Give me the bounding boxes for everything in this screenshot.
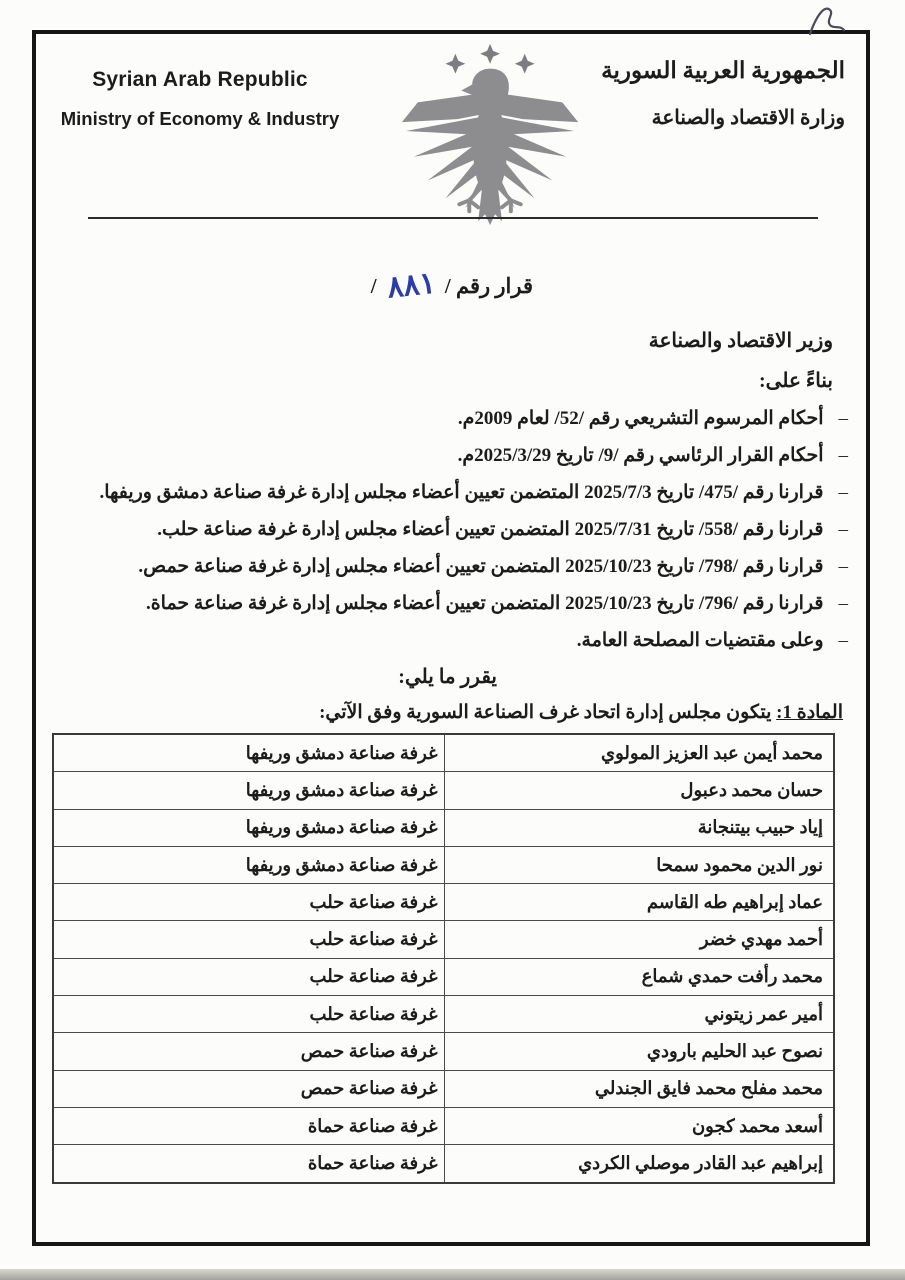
member-chamber-cell: غرفة صناعة دمشق وريفها xyxy=(53,809,444,846)
dash-bullet: – xyxy=(838,593,848,614)
member-chamber-cell: غرفة صناعة حمص xyxy=(53,1033,444,1070)
basis-item-text: قرارنا رقم /798/ تاريخ 2025/10/23 المتضمن تعيين أعضاء مجلس إدارة غرفة صناعة حمص. xyxy=(138,556,824,577)
table-row xyxy=(53,996,834,1033)
ministry-name-en: Ministry of Economy & Industry xyxy=(60,108,340,129)
decree-number-handwritten: ٨٨١ xyxy=(385,266,437,305)
table-row xyxy=(53,772,834,809)
member-chamber-cell: غرفة صناعة دمشق وريفها xyxy=(53,846,444,883)
basis-item xyxy=(58,400,848,437)
member-chamber-cell: غرفة صناعة حلب xyxy=(53,884,444,921)
pen-scribble-mark xyxy=(804,2,850,38)
table-row xyxy=(53,734,834,772)
table-row xyxy=(53,921,834,958)
article-1-label: المادة 1: xyxy=(776,702,843,723)
article-1-text: يتكون مجلس إدارة اتحاد غرف الصناعة السورية وفق الآتي: xyxy=(319,702,777,723)
dash-bullet: – xyxy=(838,556,848,577)
basis-item-text: قرارنا رقم /475/ تاريخ 2025/7/3 المتضمن تعيين أعضاء مجلس إدارة غرفة صناعة دمشق وريفها. xyxy=(99,482,824,503)
member-name-cell: محمد أيمن عبد العزيز المولوي xyxy=(444,734,834,772)
basis-item xyxy=(58,585,848,622)
member-name-cell: حسان محمد دعبول xyxy=(444,772,834,809)
dash-bullet: – xyxy=(838,482,848,503)
dash-bullet: – xyxy=(838,445,848,466)
member-name-cell: أمير عمر زيتوني xyxy=(444,996,834,1033)
table-row xyxy=(53,809,834,846)
header-separator-line xyxy=(88,217,818,219)
member-name-cell: إياد حبيب بيتنجانة xyxy=(444,809,834,846)
member-chamber-cell: غرفة صناعة حلب xyxy=(53,996,444,1033)
member-name-cell: محمد مفلح محمد فايق الجندلي xyxy=(444,1070,834,1107)
table-row xyxy=(53,846,834,883)
member-name-cell: أحمد مهدي خضر xyxy=(444,921,834,958)
basis-item xyxy=(58,511,848,548)
scan-bottom-edge xyxy=(0,1269,905,1280)
table-row xyxy=(53,1145,834,1183)
basis-item xyxy=(58,474,848,511)
table-row xyxy=(53,884,834,921)
ministry-name-ar: وزارة الاقتصاد والصناعة xyxy=(651,107,845,129)
member-chamber-cell: غرفة صناعة دمشق وريفها xyxy=(53,772,444,809)
basis-item-text: وعلى مقتضيات المصلحة العامة. xyxy=(576,630,824,651)
dash-bullet: – xyxy=(838,408,848,429)
minister-title: وزير الاقتصاد والصناعة xyxy=(648,330,833,352)
basis-item-text: قرارنا رقم /558/ تاريخ 2025/7/31 المتضمن تعيين أعضاء مجلس إدارة غرفة صناعة حلب. xyxy=(157,519,824,540)
country-name-en: Syrian Arab Republic xyxy=(92,68,308,91)
decree-suffix: / xyxy=(370,274,377,298)
decree-prefix: قرار رقم / xyxy=(444,274,533,298)
basis-item xyxy=(58,437,848,474)
basis-item xyxy=(58,622,848,659)
member-chamber-cell: غرفة صناعة حماة xyxy=(53,1145,444,1183)
member-name-cell: نور الدين محمود سمحا xyxy=(444,846,834,883)
member-chamber-cell: غرفة صناعة دمشق وريفها xyxy=(53,734,444,772)
member-chamber-cell: غرفة صناعة حمص xyxy=(53,1070,444,1107)
member-name-cell: أسعد محمد كجون xyxy=(444,1107,834,1144)
eagle-emblem-icon xyxy=(396,38,594,230)
table-row xyxy=(53,1033,834,1070)
article-1-line xyxy=(319,701,843,724)
member-name-cell: عماد إبراهيم طه القاسم xyxy=(444,884,834,921)
decree-number-line xyxy=(370,266,533,305)
member-chamber-cell: غرفة صناعة حلب xyxy=(53,921,444,958)
member-name-cell: محمد رأفت حمدي شماع xyxy=(444,958,834,995)
dash-bullet: – xyxy=(838,519,848,540)
members-table xyxy=(52,733,835,1184)
country-name-ar: الجمهورية العربية السورية xyxy=(601,58,845,83)
basis-item-text: أحكام القرار الرئاسي رقم /9/ تاريخ 2025/3/29م. xyxy=(457,445,824,466)
dash-bullet: – xyxy=(838,630,848,651)
decides-heading: يقرر ما يلي: xyxy=(398,666,497,688)
table-row xyxy=(53,1107,834,1144)
table-row xyxy=(53,958,834,995)
member-name-cell: نصوح عبد الحليم بارودي xyxy=(444,1033,834,1070)
basis-list xyxy=(58,400,848,659)
member-name-cell: إبراهيم عبد القادر موصلي الكردي xyxy=(444,1145,834,1183)
basis-item-text: قرارنا رقم /796/ تاريخ 2025/10/23 المتضمن تعيين أعضاء مجلس إدارة غرفة صناعة حماة. xyxy=(145,593,824,614)
header-arabic xyxy=(601,58,845,130)
basis-heading: بناءً على: xyxy=(759,370,833,392)
table-row xyxy=(53,1070,834,1107)
basis-item xyxy=(58,548,848,585)
member-chamber-cell: غرفة صناعة حماة xyxy=(53,1107,444,1144)
member-chamber-cell: غرفة صناعة حلب xyxy=(53,958,444,995)
basis-item-text: أحكام المرسوم التشريعي رقم /52/ لعام 2009م. xyxy=(457,408,824,429)
header-english xyxy=(50,68,350,130)
